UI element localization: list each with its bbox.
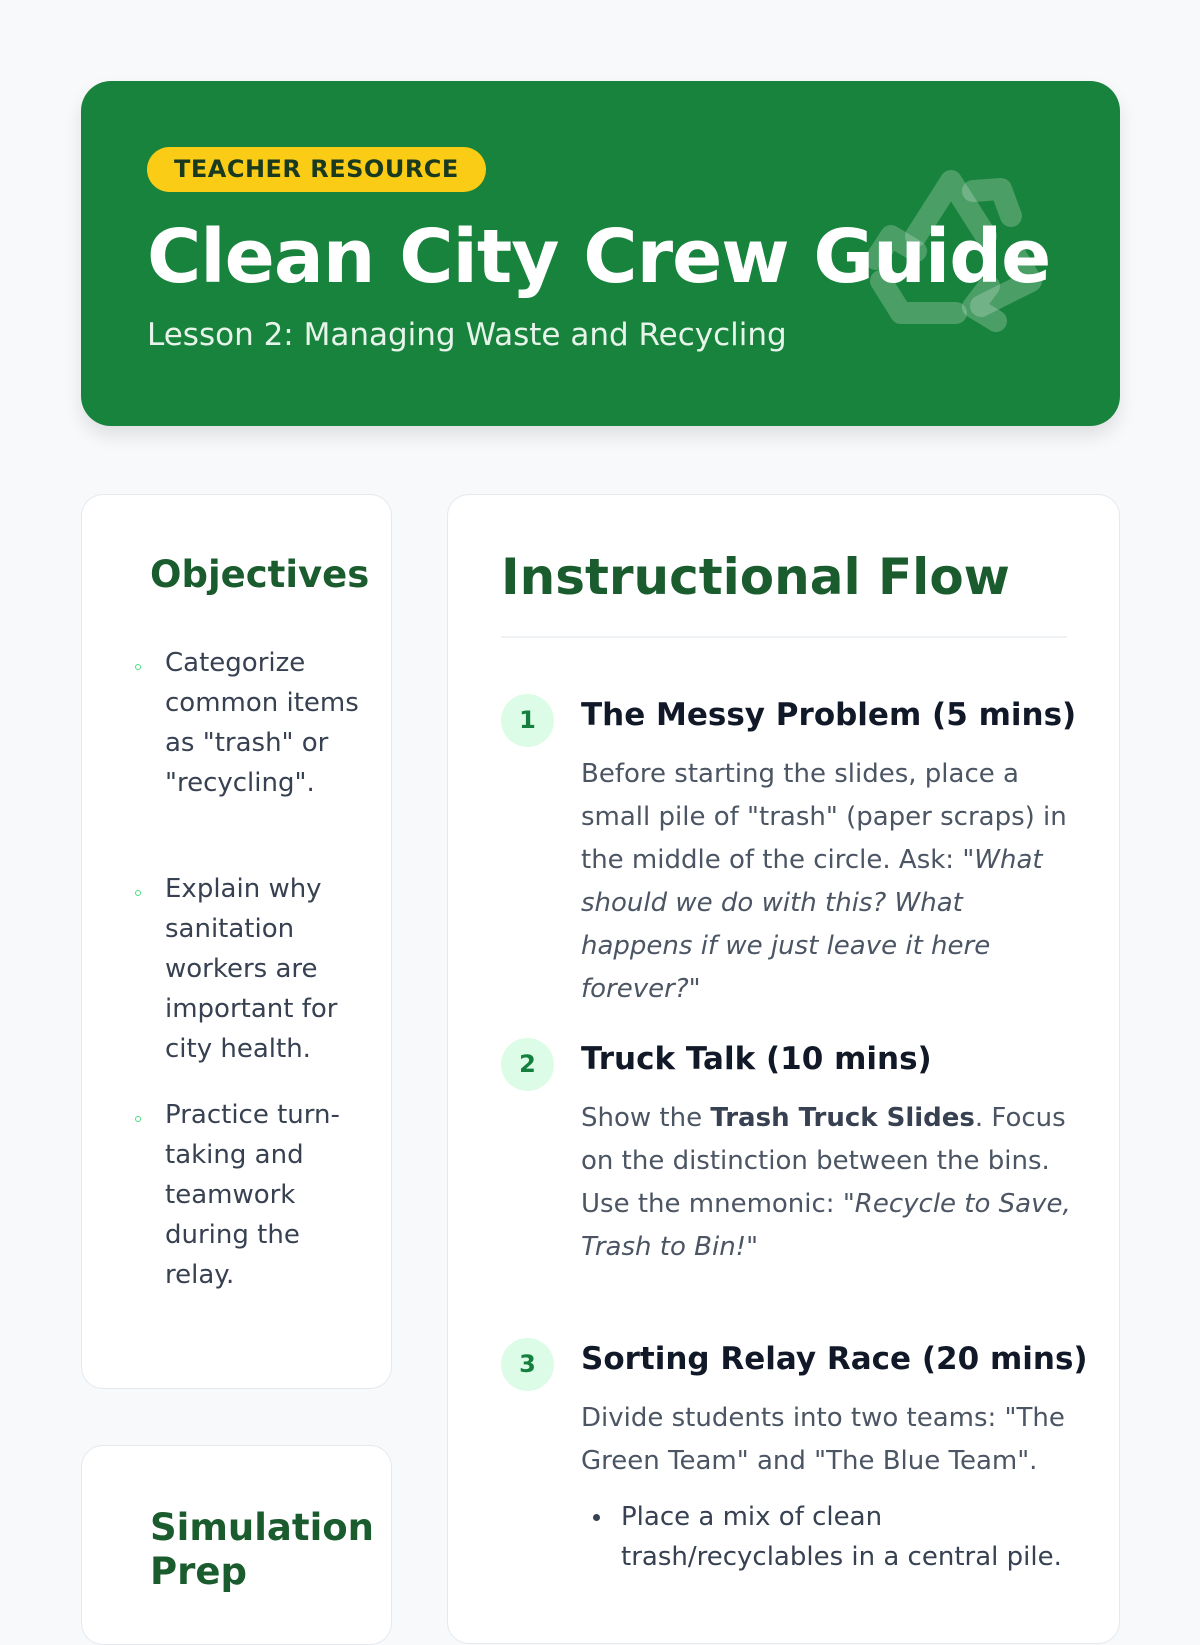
simulation-prep-card	[81, 1445, 392, 1645]
step-text: Before starting the slides, place a small pile of "trash" (paper scraps) in the middle of the circle. Ask:	[581, 759, 1067, 875]
bullet-icon	[135, 890, 141, 896]
step-quote: "Recycle to Save, Trash to Bin!"	[581, 1189, 1071, 1262]
step-text: Show the	[581, 1103, 711, 1133]
step-title: The Messy Problem (5 mins)	[581, 697, 1077, 733]
step-description	[581, 1097, 1071, 1269]
step-emphasis: Trash Truck Slides	[710, 1103, 975, 1133]
list-item: Place a mix of clean trash/recyclables in a central pile.	[581, 1497, 1071, 1577]
step-description: Divide students into two teams: "The Green Team" and "The Blue Team".	[581, 1403, 1065, 1476]
divider	[501, 636, 1067, 638]
instructional-flow-heading: Instructional Flow	[501, 548, 1010, 606]
bullet-icon	[135, 664, 141, 670]
instructional-flow-card	[447, 494, 1120, 1644]
resource-badge: TEACHER RESOURCE	[147, 147, 486, 192]
hero-banner	[81, 81, 1120, 426]
step-title: Truck Talk (10 mins)	[581, 1041, 932, 1077]
step-number-badge: 1	[501, 694, 554, 747]
step-number-badge: 2	[501, 1038, 554, 1091]
step-text: . Focus on the distinction between the bins. Use the mnemonic:	[581, 1103, 1066, 1219]
page-subtitle: Lesson 2: Managing Waste and Recycling	[147, 317, 787, 353]
bullet-icon	[135, 1116, 141, 1122]
objective-text: Practice turn-taking and teamwork during the relay.	[165, 1100, 340, 1290]
objectives-heading: Objectives	[150, 553, 370, 596]
step-title: Sorting Relay Race (20 mins)	[581, 1341, 1088, 1377]
objectives-card	[81, 494, 392, 1389]
objective-text: Categorize common items as "trash" or "recycling".	[165, 648, 359, 798]
objective-text: Explain why sanitation workers are important for city health.	[165, 874, 338, 1064]
step-list	[581, 1497, 1071, 1577]
page-title: Clean City Crew Guide	[147, 214, 1051, 300]
step-description	[581, 753, 1071, 1011]
step-quote: "What should we do with this? What happens if we just leave it here forever?"	[581, 845, 1043, 1004]
simulation-prep-heading: Simulation Prep	[150, 1506, 375, 1593]
step-number-badge: 3	[501, 1338, 554, 1391]
